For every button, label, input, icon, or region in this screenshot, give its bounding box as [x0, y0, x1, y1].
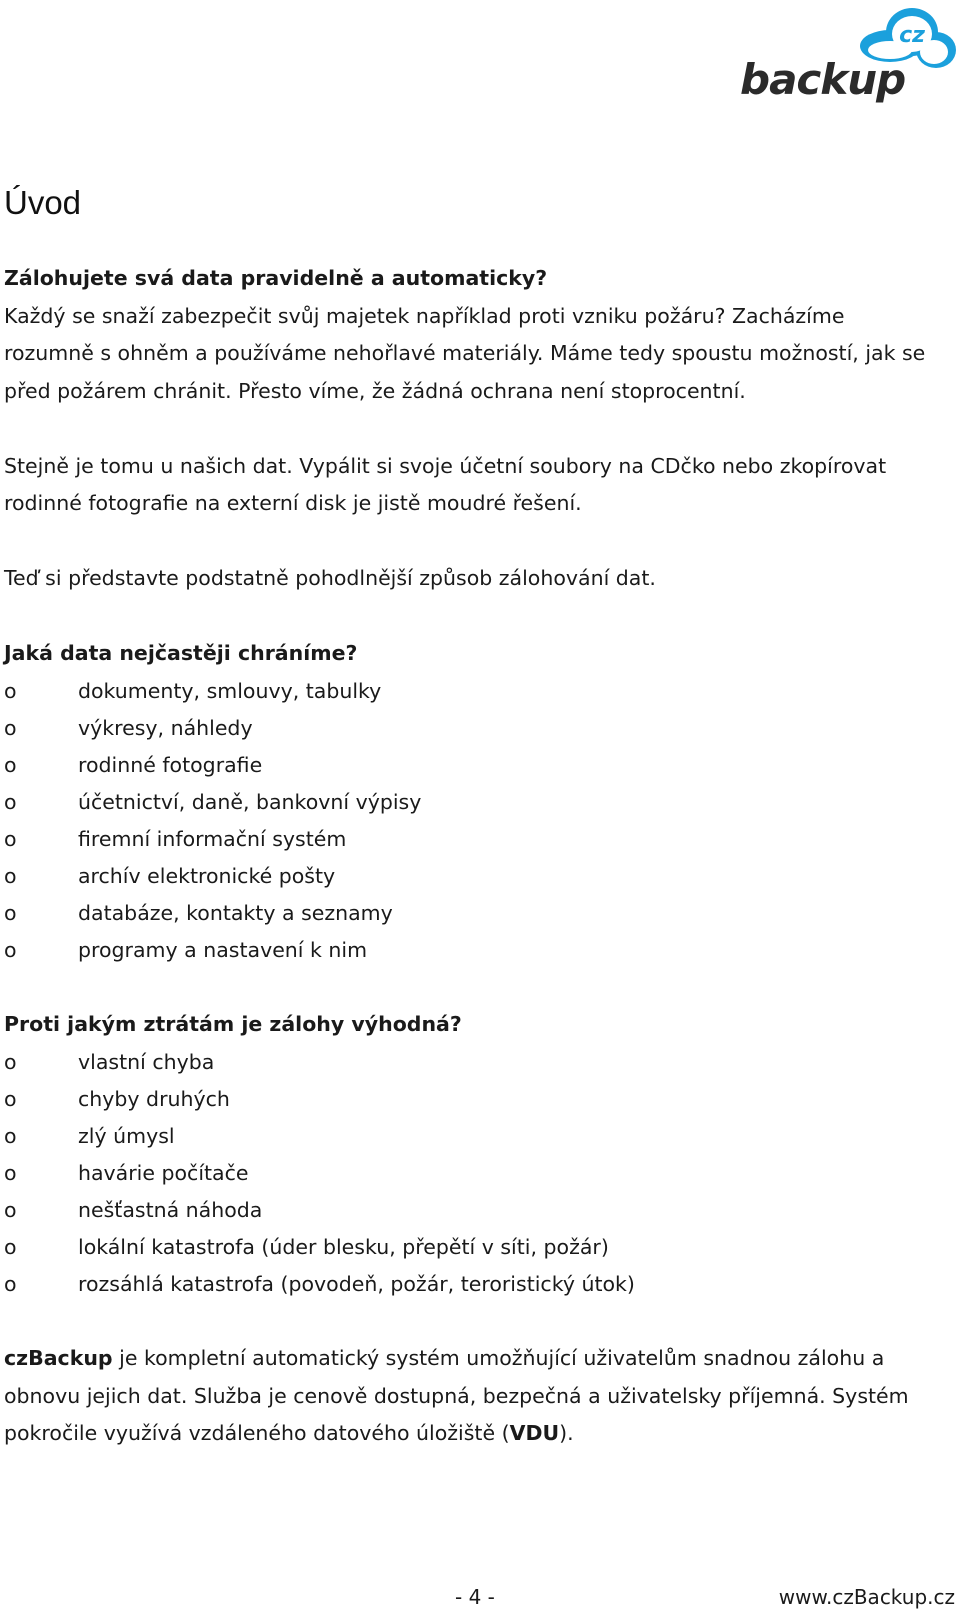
bullet-marker: o — [4, 715, 17, 740]
footer-url: www.czBackup.cz — [778, 1585, 955, 1609]
intro-line-3: před požárem chránit. Přesto víme, že žádná ochrana není stoprocentní. — [4, 378, 746, 403]
bullet-marker: o — [4, 1271, 17, 1296]
bullet-marker: o — [4, 863, 17, 888]
page-title: Úvod — [4, 184, 82, 221]
list-item: o programy a nastavení k nim — [4, 932, 954, 969]
brand-name: czBackup — [4, 1346, 113, 1370]
list-item: o lokální katastrofa (úder blesku, přepětí v síti, požár) — [4, 1229, 954, 1266]
list-item: o zlý úmysl — [4, 1118, 954, 1155]
logo-backup-text: backup — [740, 55, 906, 104]
bullet-marker: o — [4, 1086, 17, 1111]
bullet-marker: o — [4, 678, 17, 703]
list-item: o firemní informační systém — [4, 821, 954, 858]
bullet-marker: o — [4, 1123, 17, 1148]
paragraph-2-line-2: rodinné fotografie na externí disk je jistě moudré řešení. — [4, 491, 582, 515]
summary-line-2: obnovu jejich dat. Služba je cenově dostupná, bezpečná a uživatelsky příjemná. Systém — [4, 1383, 909, 1408]
page-number: - 4 - — [455, 1585, 495, 1609]
bullet-marker: o — [4, 752, 17, 777]
list-item: o účetnictví, daně, bankovní výpisy — [4, 784, 954, 821]
list-item: o vlastní chyba — [4, 1044, 954, 1081]
paragraph-3: Teď si představte podstatně pohodlnější způsob zálohování dat. — [4, 566, 656, 590]
summary-line-3: pokročile využívá vzdáleného datového úložiště (VDU). — [4, 1421, 574, 1445]
bullet-marker: o — [4, 1049, 17, 1074]
bullet-marker: o — [4, 937, 17, 962]
logo-cz-text: cz — [899, 23, 925, 48]
list-item: o výkresy, náhledy — [4, 710, 954, 747]
protect-heading: Jaká data nejčastěji chráníme? — [4, 641, 358, 665]
bullet-marker: o — [4, 900, 17, 925]
bullet-marker: o — [4, 1197, 17, 1222]
protect-list — [4, 673, 954, 969]
intro-line-1: Každý se snaží zabezpečit svůj majetek například proti vzniku požáru? Zacházíme — [4, 303, 845, 328]
list-item: o havárie počítače — [4, 1155, 954, 1192]
list-item: o databáze, kontakty a seznamy — [4, 895, 954, 932]
losses-list — [4, 1044, 954, 1303]
document-body — [4, 260, 954, 1453]
list-item: o archív elektronické pošty — [4, 858, 954, 895]
list-item: o dokumenty, smlouvy, tabulky — [4, 673, 954, 710]
losses-heading: Proti jakým ztrátám je zálohy výhodná? — [4, 1012, 462, 1036]
intro-heading: Zálohujete svá data pravidelně a automaticky? — [4, 266, 548, 290]
list-item: o nešťastná náhoda — [4, 1192, 954, 1229]
czbackup-logo — [740, 4, 958, 104]
intro-line-2: rozumně s ohněm a používáme nehořlavé materiály. Máme tedy spoustu možností, jak se — [4, 341, 926, 365]
list-item: o rozsáhlá katastrofa (povodeň, požár, teroristický útok) — [4, 1266, 954, 1303]
bullet-marker: o — [4, 789, 17, 814]
bullet-marker: o — [4, 826, 17, 851]
list-item: o chyby druhých — [4, 1081, 954, 1118]
bullet-marker: o — [4, 1234, 17, 1259]
abbreviation: VDU — [509, 1421, 560, 1445]
paragraph-2-line-1: Stejně je tomu u našich dat. Vypálit si svoje účetní soubory na CDčko nebo zkopírovat — [4, 453, 887, 478]
summary-line-1: czBackup je kompletní automatický systém umožňující uživatelům snadnou zálohu a — [4, 1346, 885, 1370]
bullet-marker: o — [4, 1160, 17, 1185]
list-item: o rodinné fotografie — [4, 747, 954, 784]
